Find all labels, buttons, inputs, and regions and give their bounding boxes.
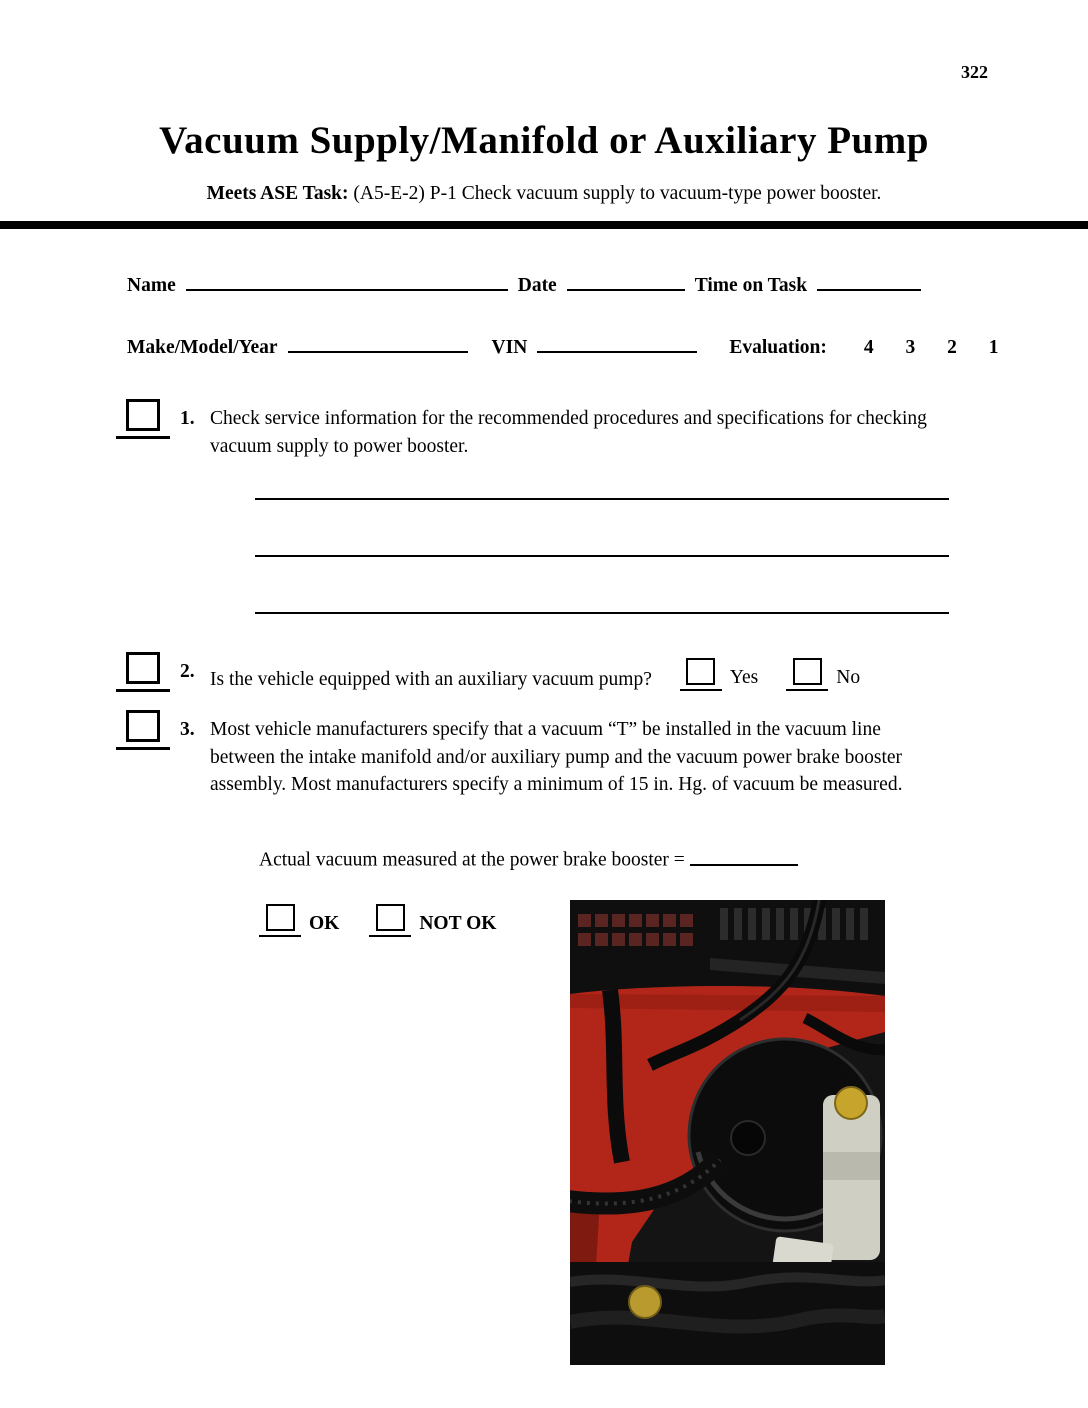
step2-check-line bbox=[116, 652, 170, 692]
yes-check-line bbox=[680, 658, 722, 691]
evaluation-2[interactable]: 2 bbox=[947, 336, 957, 358]
task-item-1 bbox=[116, 405, 963, 460]
ase-task-label: Meets ASE Task: bbox=[206, 183, 349, 204]
step1-checkbox[interactable] bbox=[126, 399, 160, 431]
task-list bbox=[116, 405, 963, 937]
step2-number: 2. bbox=[180, 661, 195, 683]
step2-checkbox[interactable] bbox=[126, 652, 160, 684]
make-model-year-blank[interactable] bbox=[288, 330, 468, 352]
page-number: 322 bbox=[961, 62, 988, 82]
not-ok-check-line bbox=[369, 904, 411, 937]
ok-checkbox[interactable] bbox=[266, 904, 295, 931]
yes-choice bbox=[680, 658, 758, 691]
no-label: No bbox=[836, 666, 861, 688]
time-on-task-label: Time on Task bbox=[694, 275, 808, 297]
not-ok-choice bbox=[369, 904, 496, 937]
engine-bay-photo bbox=[570, 900, 885, 1365]
step3-checkbox[interactable] bbox=[126, 710, 160, 742]
date-label: Date bbox=[517, 275, 557, 297]
step1-number: 1. bbox=[180, 407, 195, 429]
name-date-row bbox=[127, 269, 963, 297]
writing-line-3[interactable] bbox=[255, 612, 949, 614]
no-check-line bbox=[786, 658, 828, 691]
vin-label: VIN bbox=[491, 336, 528, 358]
no-choice bbox=[786, 658, 860, 691]
ase-task-line bbox=[0, 183, 1088, 205]
page-title: Vacuum Supply/Manifold or Auxiliary Pump bbox=[159, 119, 929, 162]
evaluation-label: Evaluation: bbox=[729, 336, 827, 358]
make-model-year-label: Make/Model/Year bbox=[127, 336, 278, 358]
task-item-3 bbox=[116, 716, 963, 799]
step2-text: Is the vehicle equipped with an auxiliary vacuum pump? bbox=[210, 669, 652, 691]
name-label: Name bbox=[127, 275, 176, 297]
engine-bay-photo-art bbox=[570, 900, 885, 1365]
time-on-task-blank[interactable] bbox=[817, 269, 921, 291]
divider-rule bbox=[0, 221, 1088, 229]
step3-number: 3. bbox=[180, 719, 195, 740]
step1-check-line bbox=[116, 399, 170, 439]
evaluation-scale bbox=[837, 337, 999, 359]
ok-label: OK bbox=[309, 912, 340, 934]
evaluation-1[interactable]: 1 bbox=[988, 336, 999, 358]
not-ok-label: NOT OK bbox=[419, 912, 497, 934]
evaluation-4[interactable]: 4 bbox=[863, 336, 874, 358]
date-blank[interactable] bbox=[567, 269, 685, 291]
yes-checkbox[interactable] bbox=[686, 658, 715, 685]
writing-line-1[interactable] bbox=[255, 498, 949, 500]
vin-blank[interactable] bbox=[537, 330, 697, 352]
step1-text: Check service information for the recommended procedures and specifications for checking vacuum supply to power booster. bbox=[210, 407, 927, 457]
ok-choice bbox=[259, 904, 339, 937]
ase-task-text: (A5-E-2) P-1 Check vacuum supply to vacuum-type power booster. bbox=[348, 183, 882, 204]
yes-label: Yes bbox=[729, 666, 759, 688]
writing-line-2[interactable] bbox=[255, 555, 949, 557]
vacuum-measurement-line bbox=[259, 843, 963, 874]
step3-text: Most vehicle manufacturers specify that a vacuum “T” be installed in the vacuum line between the intake manifold and/or auxiliary pump and the vacuum power brake booster assembly. Most manufacturers specify a minimum of 15 in. Hg. of vacuum be measured. bbox=[210, 719, 903, 796]
step3-check-line bbox=[116, 710, 170, 750]
task-item-2 bbox=[116, 658, 963, 694]
vacuum-measurement-prefix: Actual vacuum measured at the power brake booster = bbox=[259, 849, 685, 871]
step1-answer-lines bbox=[255, 498, 963, 614]
vehicle-row bbox=[127, 330, 999, 358]
vacuum-measurement-blank[interactable] bbox=[690, 843, 798, 865]
no-checkbox[interactable] bbox=[793, 658, 822, 685]
evaluation-3[interactable]: 3 bbox=[905, 336, 916, 358]
ok-check-line bbox=[259, 904, 301, 937]
header-form bbox=[127, 269, 999, 359]
name-blank[interactable] bbox=[186, 269, 508, 291]
not-ok-checkbox[interactable] bbox=[376, 904, 405, 931]
